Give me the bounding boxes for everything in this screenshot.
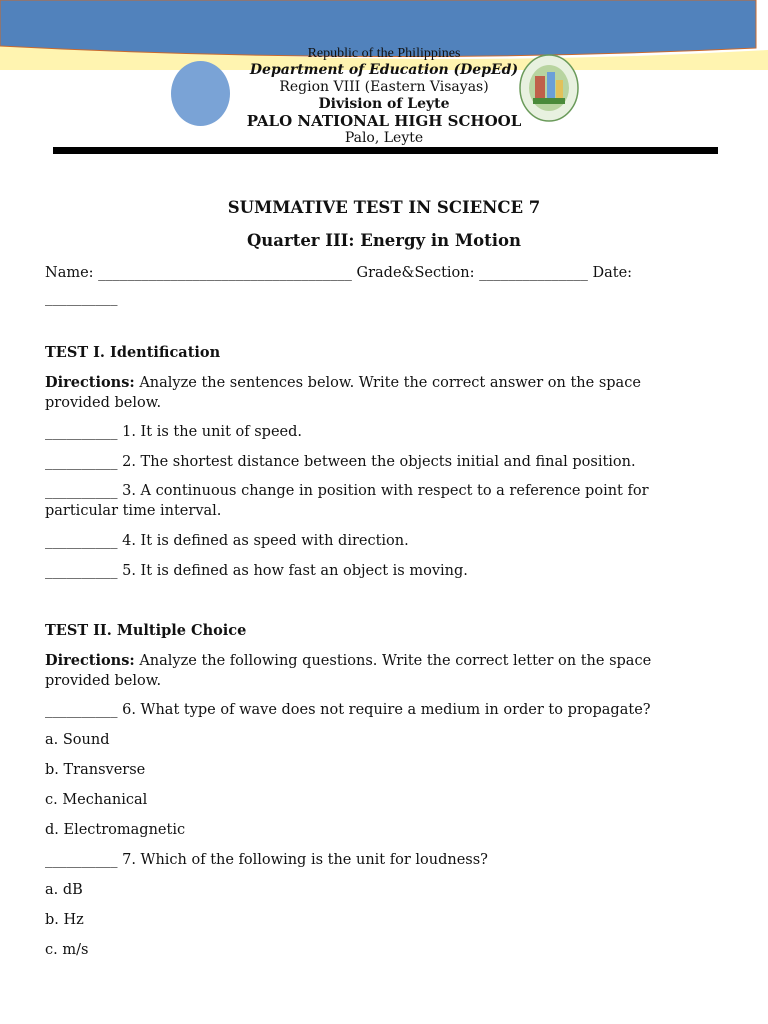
question-7: __________ 7. Which of the following is the unit for loudness? [45,852,488,868]
test2-heading: TEST II. Multiple Choice [45,622,247,639]
q6-choice-b: b. Transverse [45,762,146,778]
department-line: Department of Education (DepEd) [249,62,519,78]
directions-text: Analyze the following questions. Write the correct letter on the space provided below. [45,653,652,689]
q7-choice-b: b. Hz [45,912,84,928]
q7-choice-a: a. dB [45,882,83,898]
school-name: PALO NATIONAL HIGH SCHOOL [246,112,522,130]
q6-choice-a: a. Sound [45,732,110,748]
header-divider [53,147,718,154]
directions-label: Directions: [45,374,135,391]
test1-item-5: __________ 5. It is defined as how fast an object is moving. [45,563,468,579]
directions-text: Analyze the sentences below. Write the correct answer on the space provided below. [45,375,641,411]
town-line: Palo, Leyte [344,130,424,146]
test2-directions [45,651,705,691]
test1-item-3: __________ 3. A continuous change in position with respect to a reference point for particular time interval. [45,483,649,519]
republic-line: Republic of the Philippines [307,46,461,61]
division-line: Division of Leyte [318,96,450,112]
test-title: SUMMATIVE TEST IN SCIENCE 7 [227,198,541,217]
q7-choice-c: c. m/s [45,942,89,958]
test1-directions [45,373,705,413]
test1-item-1: __________ 1. It is the unit of speed. [45,424,302,440]
date-blank: __________ [45,290,118,306]
name-grade-date-line: Name: ___________________________________ Grade&Section: _______________ Date: [45,265,633,281]
q6-choice-c: c. Mechanical [45,792,148,808]
test1-item-2: __________ 2. The shortest distance between the objects initial and final position. [45,454,636,470]
region-line: Region VIII (Eastern Visayas) [279,79,489,95]
q6-choice-d: d. Electromagnetic [45,822,186,838]
test1-heading: TEST I. Identification [45,344,221,361]
question-6: __________ 6. What type of wave does not require a medium in order to propagate? [45,702,651,718]
directions-label: Directions: [45,652,135,669]
letterhead [0,45,768,147]
test-subtitle: Quarter III: Energy in Motion [246,231,522,250]
test1-item-4: __________ 4. It is defined as speed with direction. [45,533,409,549]
